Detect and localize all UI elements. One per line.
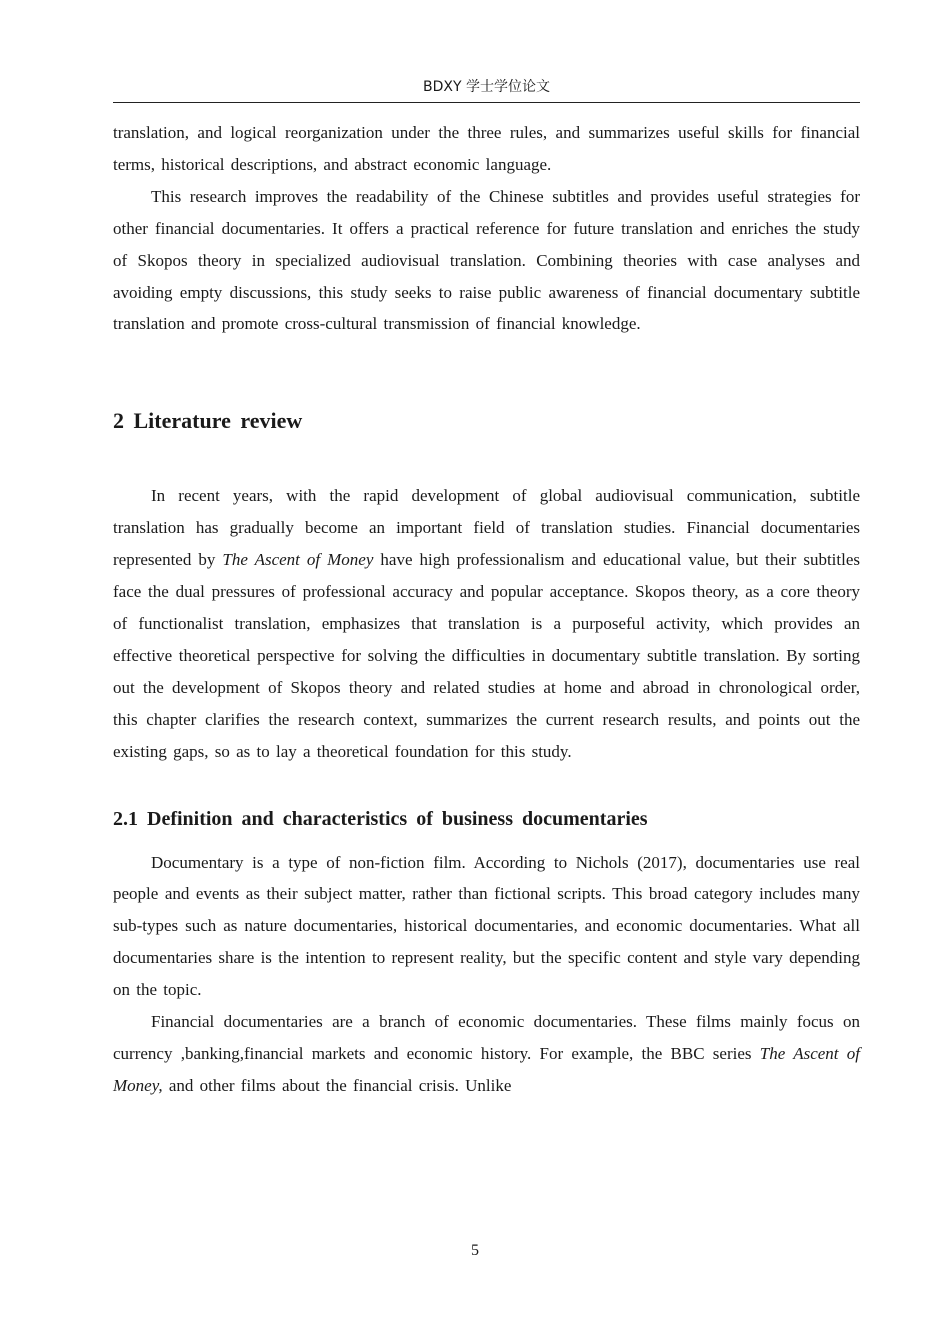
italic-title: The Ascent of Money,: [113, 1043, 860, 1095]
subsection-heading: 2.1 Definition and characteristics of business documentaries: [113, 807, 648, 830]
paragraph-text: Documentary is a type of non-fiction film. According to Nichols (2017), documentaries use real people and events as their subject matter, rather than fictional scripts. This broad category includes many sub-types such as nature documentaries, historical documentaries, and economic documentaries. What all documentaries share is the intention to represent reality, but the specific content and style vary depending on the topic.: [113, 852, 860, 1000]
body-paragraph: [113, 181, 860, 341]
body-paragraph: [113, 117, 860, 181]
running-header: [113, 76, 860, 103]
paragraph-text: have high professionalism and educational value, but their subtitles face the dual pressures of professional accuracy and popular acceptance. Skopos theory, as a core theory of functionalist translation, emphasizes that translation is a purposeful activity, which provides an effective theoretical perspective for solving the difficulties in documentary subtitle translation. By sorting out the development of Skopos theory and related studies at home and abroad in chronological order, this chapter clarifies the research context, summarizes the current research results, and points out the existing gaps, so as to lay a theoretical foundation for this study.: [113, 550, 860, 761]
paragraph-text: Financial documentaries are a branch of economic documentaries. These films mainly focus on currency ,banking,financial markets and economic history. For example, the BBC series: [113, 1012, 860, 1063]
running-header-text: BDXY 学士学位论文: [423, 79, 550, 95]
paragraph-text: In recent years, with the rapid development of global audiovisual communication, subtitle translation has gradually become an important field of translation studies. Financial documentaries represented by: [113, 486, 860, 570]
page-body: [113, 117, 860, 1102]
italic-title: The Ascent of Money: [222, 550, 374, 570]
body-paragraph: [113, 1006, 860, 1102]
page-number: 5: [471, 1242, 479, 1259]
body-paragraph: [113, 480, 860, 767]
section-heading: 2 Literature review: [113, 408, 303, 434]
body-paragraph: [113, 847, 860, 1007]
paragraph-text: translation, and logical reorganization under the three rules, and summarizes useful skills for financial terms, historical descriptions, and abstract economic language.: [113, 123, 860, 174]
paragraph-text: This research improves the readability of the Chinese subtitles and provides useful strategies for other financial documentaries. It offers a practical reference for future translation and enriches the study of Skopos theory in specialized audiovisual translation. Combining theories with case analyses and avoiding empty discussions, this study seeks to raise public awareness of financial documentary subtitle translation and promote cross-cultural transmission of financial knowledge.: [113, 186, 860, 334]
paragraph-text: and other films about the financial crisis. Unlike: [162, 1075, 512, 1095]
